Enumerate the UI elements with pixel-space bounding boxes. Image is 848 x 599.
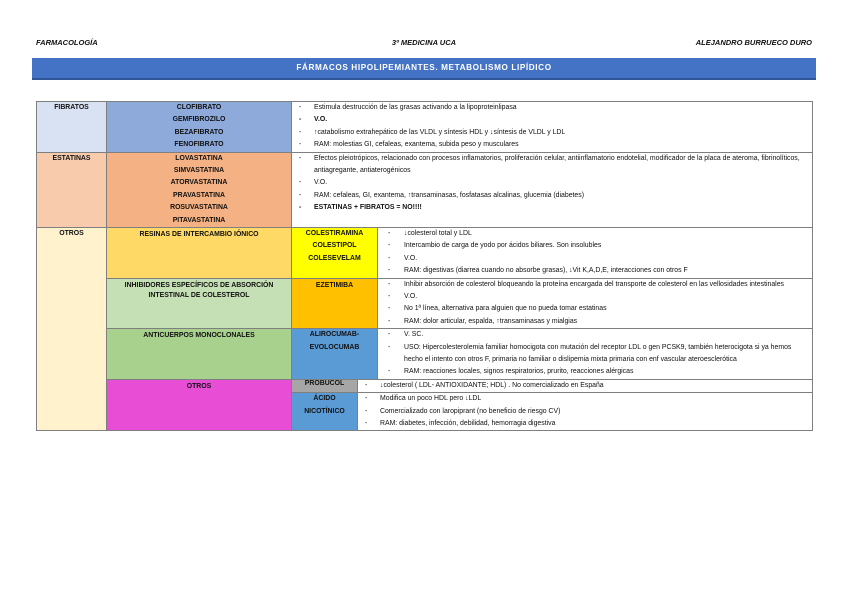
drug-name: EVOLOCUMAB	[309, 343, 360, 351]
drug-name: ROSUVASTATINA	[170, 204, 228, 212]
row-probucol	[37, 379, 813, 392]
drug-name: NICOTÍNICO	[304, 407, 345, 415]
drug-name: LOVASTATINA	[175, 154, 223, 162]
bullet: - ↓colesterol total y LDL	[378, 228, 808, 240]
bullet: - RAM: reacciones locales, signos respiratorios, prurito, reacciones alérgicas	[378, 366, 808, 378]
category-resinas: RESINAS DE INTERCAMBIO IÓNICO	[107, 227, 292, 278]
group-estatinas: ESTATINAS	[37, 152, 107, 227]
bullet: - USO: Hipercolesterolemia familiar homocigota con mutación del receptor LDL o gen PCSK9, también heterocigota si ya hemos hecho el intento con otros F, primaria no familiar o dislipemia mixta primaria con enf vascular ateroesclerótica	[378, 342, 808, 367]
group-fibratos: FIBRATOS	[37, 102, 107, 153]
drug-name: ALIROCUMAB-	[309, 331, 360, 339]
fibratos-drugs	[107, 102, 292, 153]
drug-name: SIMVASTATINA	[173, 167, 225, 175]
bullet: - ESTATINAS + FIBRATOS = NO!!!!	[292, 202, 808, 214]
anticuerpos-drugs	[292, 329, 378, 380]
acido-info	[358, 393, 813, 431]
fibratos-info	[292, 102, 813, 153]
anticuerpos-info	[378, 329, 813, 380]
bullet: - Comercializado con laropiprant (no beneficio de riesgo CV)	[358, 406, 808, 418]
drug-name: ATORVASTATINA	[170, 179, 228, 187]
drug-name: COLESTIPOL	[312, 242, 357, 250]
bullet: - Inhibir absorción de colesterol bloqueando la proteína encargada del transporte de colesterol en las vellosidades intestinales	[378, 279, 808, 291]
bullet: - Estimula destrucción de las grasas activando a la lipoproteinlipasa	[292, 102, 808, 114]
resinas-info	[378, 227, 813, 278]
drug-name: GEMFIBROZILO	[172, 116, 226, 124]
drug-name: ÁCIDO	[313, 395, 336, 403]
bullet: - ↑catabolismo extrahepático de las VLDL y síntesis HDL y ↓síntesis de VLDL y LDL	[292, 127, 808, 139]
resinas-drugs	[292, 227, 378, 278]
group-otros: OTROS	[37, 227, 107, 431]
bullet: - V. SC.	[378, 329, 808, 341]
document-title: FÁRMACOS HIPOLIPEMIANTES. METABOLISMO LIPÍDICO	[32, 58, 816, 80]
category-inhibidores: INHIBIDORES ESPECÍFICOS DE ABSORCIÓN INTESTINAL DE COLESTEROL	[107, 278, 292, 329]
row-inhibidores	[37, 278, 813, 329]
header-course: 3º MEDICINA UCA	[391, 38, 457, 47]
bullet: - RAM: dolor articular, espalda, ↑transaminasas y mialgias	[378, 316, 808, 328]
drug-name: COLESTIRAMINA	[305, 229, 364, 237]
drug-name: PRAVASTATINA	[173, 191, 225, 199]
drug-name: COLESEVELAM	[308, 254, 361, 262]
drug-table	[36, 101, 813, 431]
bullet: - V.O.	[292, 177, 808, 189]
drug-name: CLOFIBRATO	[176, 104, 222, 111]
bullet: - RAM: cefaleas, GI, exantema, ↑transaminasas, fosfatasas alcalinas, glucemia (diabetes)	[292, 190, 808, 202]
bullet: - ↓colesterol ( LDL- ANTIOXIDANTE; HDL) . No comercializado en España	[358, 380, 808, 392]
category-otros-sub: OTROS	[107, 379, 292, 431]
inhibidores-info	[378, 278, 813, 329]
estatinas-drugs	[107, 152, 292, 227]
drug-probucol: PROBUCOL	[292, 379, 358, 392]
bullet: - RAM: diabetes, infección, debilidad, hemorragia digestiva	[358, 418, 808, 430]
bullet: - Modifica un poco HDL pero ↓LDL	[358, 393, 808, 405]
drug-name: PITAVASTATINA	[172, 216, 226, 224]
bullet: - Intercambio de carga de yodo por ácidos biliares. Son insolubles	[378, 240, 808, 252]
bullet: - RAM: digestivas (diarrea cuando no absorbe grasas), ↓Vit K,A,D,E, interacciones con otros F	[378, 265, 808, 277]
bullet: - V.O.	[292, 114, 808, 126]
bullet: - RAM: molestias GI, cefaleas, exantema, subida peso y musculares	[292, 139, 808, 151]
drug-ezetimiba: EZETIMIBA	[292, 278, 378, 329]
row-resinas	[37, 227, 813, 278]
row-fibratos	[37, 102, 813, 153]
category-anticuerpos: ANTICUERPOS MONOCLONALES	[107, 329, 292, 380]
header-subject: FARMACOLOGÍA	[36, 38, 98, 47]
row-estatinas	[37, 152, 813, 227]
bullet: - No 1ª línea, alternativa para alguien que no pueda tomar estatinas	[378, 303, 808, 315]
bullet: - V.O.	[378, 291, 808, 303]
probucol-info	[358, 379, 813, 392]
bullet: - V.O.	[378, 253, 808, 265]
drug-name: BEZAFIBRATO	[174, 128, 224, 136]
page-header	[36, 38, 812, 50]
bullet: - Efectos pleiotrópicos, relacionado con procesos inflamatorios, proliferación celular, antiinflamatorio endotelial, modificador de la placa de ateroma, fibrinolíticos, antiagregante, antiaterogénicos	[292, 153, 808, 178]
drug-name: FENOFIBRATO	[174, 141, 224, 149]
header-author: ALEJANDRO BURRUECO DURO	[695, 38, 812, 47]
estatinas-info	[292, 152, 813, 227]
row-anticuerpos	[37, 329, 813, 380]
drug-acido-nicotinico	[292, 393, 358, 431]
